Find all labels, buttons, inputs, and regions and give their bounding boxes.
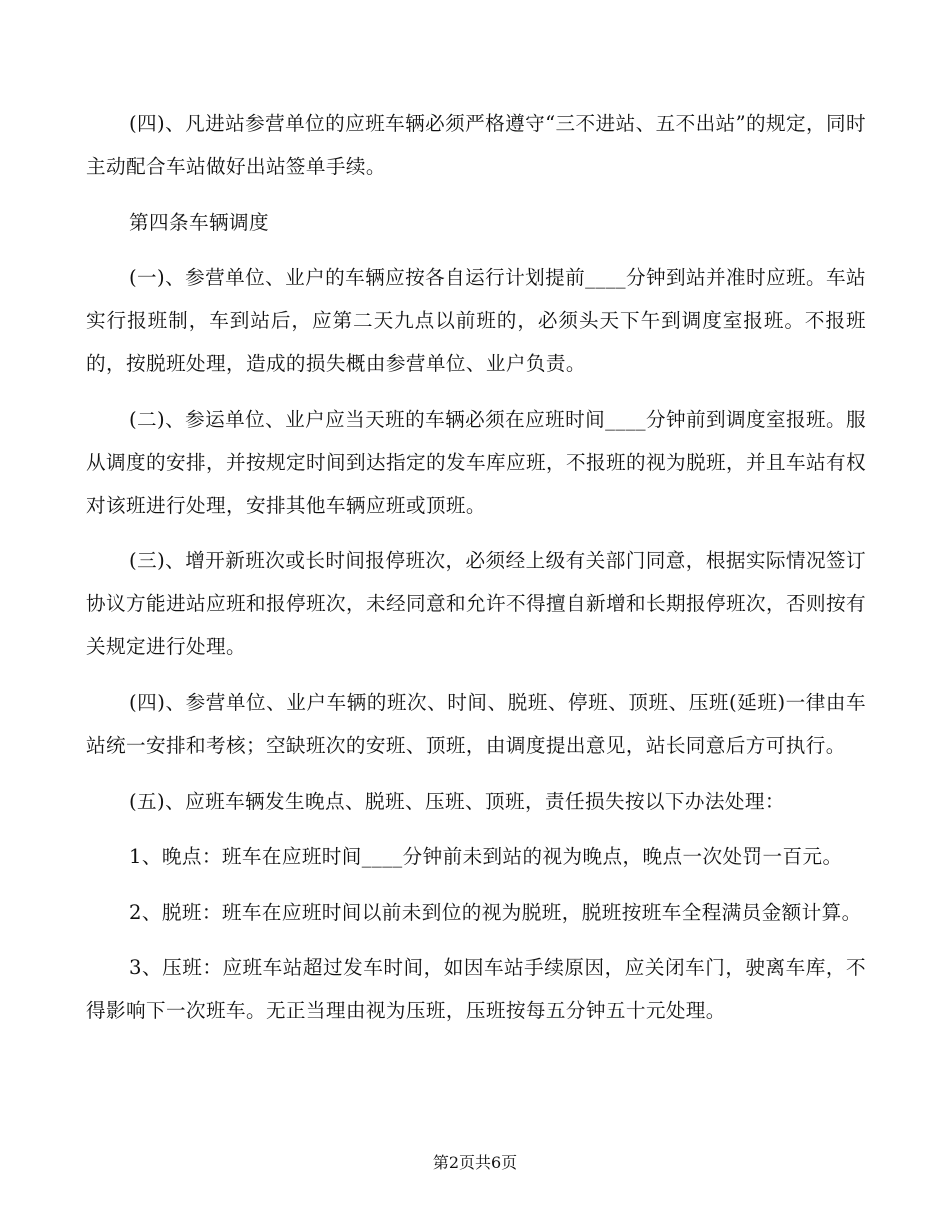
paragraph-late: 1、晚点：班车在应班时间____分钟前未到站的视为晚点，晚点一次处罚一百元。	[129, 845, 843, 869]
paragraph-rule-4-departure: (四)、凡进站参营单位的应班车辆必须严格遵守“三不进站、五不出站”的规定，同时主动配合车站做好出站签单手续。	[86, 112, 866, 178]
paragraph-item-5: (五)、应班车辆发生晚点、脱班、压班、顶班，责任损失按以下办法处理：	[129, 789, 785, 813]
paragraph-missed-shift: 2、脱班：班车在应班时间以前未到位的视为脱班，脱班按班车全程满员金额计算。	[129, 900, 862, 924]
document-body	[86, 102, 866, 1045]
page-number: 第2页共6页	[432, 1153, 518, 1172]
paragraph-item-2: (二)、参运单位、业户应当天班的车辆必须在应班时间____分钟前到调度室报班。服从调度的安排，并按规定时间到达指定的发车库应班，不报班的视为脱班，并且车站有权对该班进行处理，安排其他车辆应班或顶班。	[86, 407, 866, 517]
paragraph-item-1: (一)、参营单位、业户的车辆应按各自运行计划提前____分钟到站并准时应班。车站实行报班制，车到站后，应第二天九点以前班的，必须头天下午到调度室报班。不报班的，按脱班处理，造成的损失概由参营单位、业户负责。	[86, 266, 866, 376]
paragraph-item-4: (四)、参营单位、业户车辆的班次、时间、脱班、停班、顶班、压班(延班)一律由车站统一安排和考核；空缺班次的安班、顶班，由调度提出意见，站长同意后方可执行。	[86, 690, 866, 757]
paragraph-delay-shift: 3、压班：应班车站超过发车时间，如因车站手续原因，应关闭车门，驶离车库，不得影响下一次班车。无正当理由视为压班，压班按每五分钟五十元处理。	[86, 956, 866, 1023]
section-heading-vehicle-dispatch: 第四条车辆调度	[129, 210, 269, 234]
paragraph-item-3: (三)、增开新班次或长时间报停班次，必须经上级有关部门同意，根据实际情况签订协议方能进站应班和报停班次，未经同意和允许不得擅自新增和长期报停班次，否则按有关规定进行处理。	[86, 549, 866, 659]
